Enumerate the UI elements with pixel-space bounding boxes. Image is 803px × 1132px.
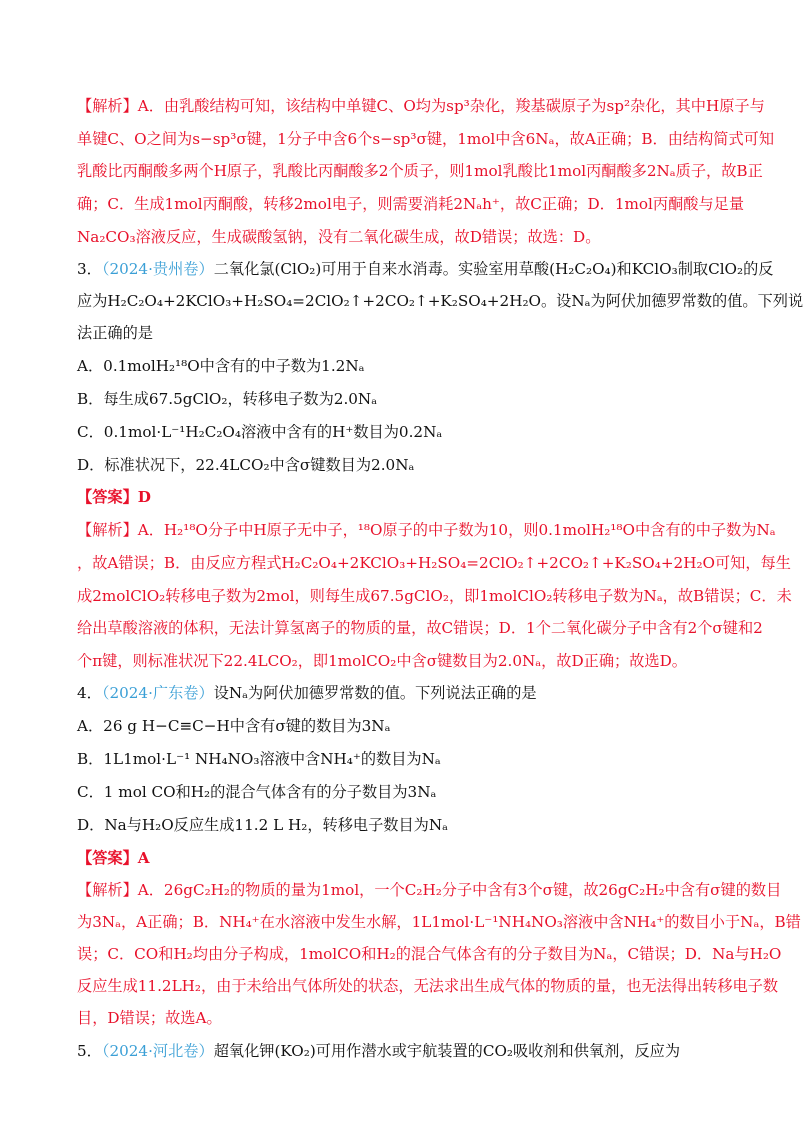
q3-answer: 【答案】D bbox=[77, 488, 151, 506]
stem-text: 设Nₐ为阿伏加德罗常数的值。下列说法正确的是 bbox=[213, 684, 537, 702]
q4-option-c: C．1 mol CO和H₂的混合气体含有的分子数目为3Nₐ bbox=[77, 783, 437, 801]
q2-analysis-line-1: 【解析】A．由乳酸结构可知，该结构中单键C、O均为sp³杂化，羧基碳原子为sp²杂化，其中H原子与 bbox=[77, 97, 765, 115]
question-number: 3． bbox=[77, 260, 102, 278]
q3-analysis-line-2: ，故A错误；B．由反应方程式H₂C₂O₄+2KClO₃+H₂SO₄=2ClO₂↑+2CO₂↑+K₂SO₄+2H₂O可知，每生 bbox=[77, 554, 791, 572]
stem-text: 超氧化钾(KO₂)可用作潜水或宇航装置的CO₂吸收剂和供氧剂，反应为 bbox=[213, 1042, 681, 1060]
question-number: 4． bbox=[77, 684, 102, 702]
q3-analysis-line-3: 成2molClO₂转移电子数为2mol，则每生成67.5gClO₂，即1molClO₂转移电子数为Nₐ，故B错误；C．未 bbox=[77, 587, 792, 605]
q4-analysis-line-4: 反应生成11.2LH₂，由于未给出气体所处的状态，无法求出生成气体的物质的量，也无法得出转移电子数 bbox=[77, 977, 779, 995]
q3-analysis-line-4: 给出草酸溶液的体积，无法计算氢离子的物质的量，故C错误；D．1个二氧化碳分子中含有2个σ键和2 bbox=[77, 619, 763, 637]
source-tag: （2024·贵州卷） bbox=[101, 260, 214, 278]
q4-analysis-line-5: 目，D错误；故选A。 bbox=[77, 1009, 222, 1027]
q4-analysis-line-3: 误；C．CO和H₂均由分子构成，1molCO和H₂的混合气体含有的分子数目为Nₐ，C错误；D．Na与H₂O bbox=[77, 945, 782, 963]
q3-stem-line-1 bbox=[77, 258, 774, 280]
q3-stem-line-3: 法正确的是 bbox=[77, 324, 153, 342]
stem-text: 二氧化氯(ClO₂)可用于自来水消毒。实验室用草酸(H₂C₂O₄)和KClO₃制取ClO₂的反 bbox=[213, 260, 774, 278]
source-tag: （2024·河北卷） bbox=[101, 1042, 214, 1060]
source-tag: （2024·广东卷） bbox=[101, 684, 214, 702]
q3-option-d: D．标准状况下，22.4LCO₂中含σ键数目为2.0Nₐ bbox=[77, 456, 415, 474]
q3-option-b: B．每生成67.5gClO₂，转移电子数为2.0Nₐ bbox=[77, 390, 378, 408]
q5-stem-line-1 bbox=[77, 1040, 727, 1062]
q2-analysis-line-2: 单键C、O之间为s−sp³σ键，1分子中含6个s−sp³σ键，1mol中含6Nₐ，故A正确；B．由结构简式可知 bbox=[77, 130, 775, 148]
q4-answer: 【答案】A bbox=[77, 849, 150, 867]
q3-stem-line-2: 应为H₂C₂O₄+2KClO₃+H₂SO₄=2ClO₂↑+2CO₂↑+K₂SO₄+2H₂O。设Nₐ为阿伏加德罗常数的值。下列说 bbox=[77, 292, 803, 310]
q4-stem-line-1 bbox=[77, 682, 727, 704]
q2-analysis-line-4: 确；C．生成1mol丙酮酸，转移2mol电子，则需要消耗2Nₐh⁺，故C正确；D．1mol丙酮酸与足量 bbox=[77, 195, 745, 213]
q4-analysis-line-2: 为3Nₐ，A正确；B．NH₄⁺在水溶液中发生水解，1L1mol·L⁻¹NH₄NO₃溶液中含NH₄⁺的数目小于Nₐ，B错 bbox=[77, 913, 801, 931]
q2-analysis-line-5: Na₂CO₃溶液反应，生成碳酸氢钠，没有二氧化碳生成，故D错误；故选：D。 bbox=[77, 228, 601, 246]
q4-option-b: B．1L1mol·L⁻¹ NH₄NO₃溶液中含NH₄⁺的数目为Nₐ bbox=[77, 750, 441, 768]
q3-option-a: A．0.1molH₂¹⁸O中含有的中子数为1.2Nₐ bbox=[77, 357, 365, 375]
q3-analysis-line-5: 个π键，则标准状况下22.4LCO₂，即1molCO₂中含σ键数目为2.0Nₐ，故D正确；故选D。 bbox=[77, 652, 687, 670]
q4-option-d: D．Na与H₂O反应生成11.2 L H₂，转移电子数目为Nₐ bbox=[77, 816, 448, 834]
q2-analysis-line-3: 乳酸比丙酮酸多两个H原子，乳酸比丙酮酸多2个质子，则1mol乳酸比1mol丙酮酸多2Nₐ质子，故B正 bbox=[77, 162, 763, 180]
q4-analysis-line-1: 【解析】A．26gC₂H₂的物质的量为1mol，一个C₂H₂分子中含有3个σ键，故26gC₂H₂中含有σ键的数目 bbox=[77, 881, 782, 899]
q3-analysis-line-1: 【解析】A．H₂¹⁸O分子中H原子无中子，¹⁸O原子的中子数为10，则0.1molH₂¹⁸O中含有的中子数为Nₐ bbox=[77, 521, 776, 539]
question-number: 5． bbox=[77, 1042, 102, 1060]
q4-option-a: A．26 g H−C≡C−H中含有σ键的数目为3Nₐ bbox=[77, 717, 391, 735]
q3-option-c: C．0.1mol·L⁻¹H₂C₂O₄溶液中含有的H⁺数目为0.2Nₐ bbox=[77, 423, 443, 441]
